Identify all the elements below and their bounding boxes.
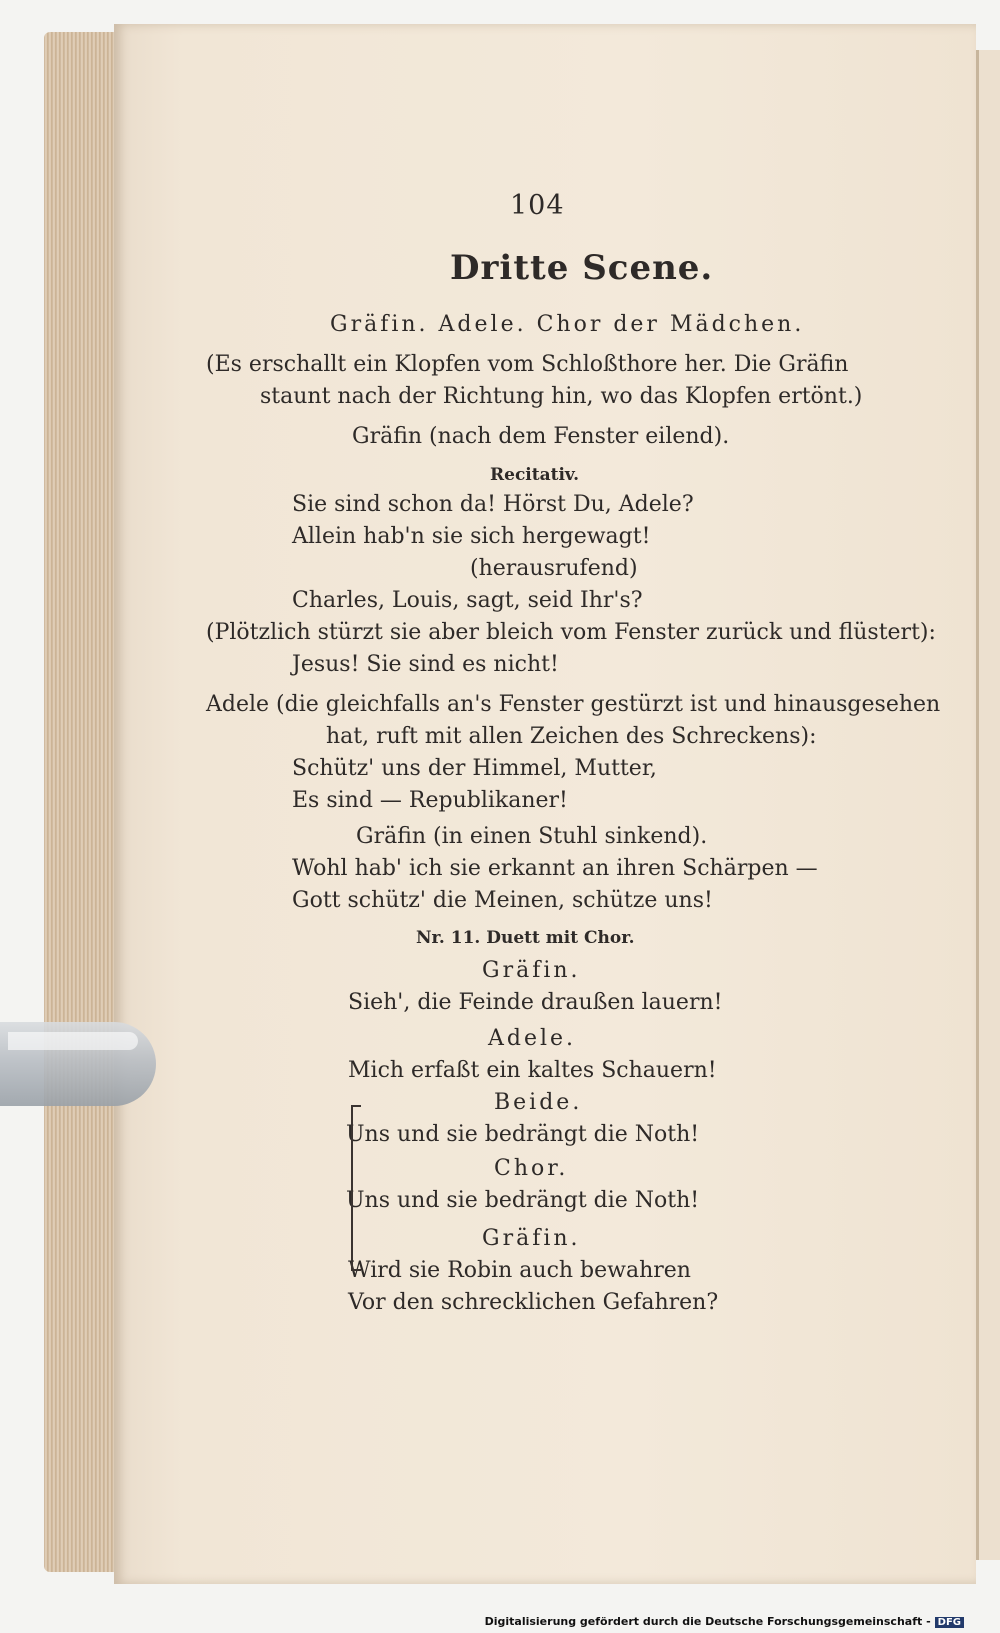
verse-line: Mich erfaßt ein kaltes Schauern! xyxy=(348,1058,717,1083)
verse-line: Allein hab'n sie sich hergewagt! xyxy=(292,524,651,549)
speaker-cue: Gräfin (in einen Stuhl sinkend). xyxy=(356,824,708,849)
verse-line: Uns und sie bedrängt die Noth! xyxy=(346,1188,700,1213)
verse-line: Gott schütz' die Meinen, schütze uns! xyxy=(292,888,713,913)
speaker-name: Beide. xyxy=(494,1090,583,1115)
stage-direction: (Plötzlich stürzt sie aber bleich vom Fenster zurück und flüstert): xyxy=(206,620,936,645)
speaker-cue: Adele (die gleichfalls an's Fenster gestürzt ist und hinausgesehen xyxy=(206,692,941,717)
credit-text: Digitalisierung gefördert durch die Deutsche Forschungsgemeinschaft - xyxy=(484,1615,931,1628)
verse-line: Wird sie Robin auch bewahren xyxy=(348,1258,691,1283)
voice-bracket xyxy=(351,1105,361,1271)
verse-line: Uns und sie bedrängt die Noth! xyxy=(346,1122,700,1147)
verse-line: Jesus! Sie sind es nicht! xyxy=(292,652,559,677)
verse-line: Wohl hab' ich sie erkannt an ihren Schärpen — xyxy=(292,856,818,881)
page-clip-highlight xyxy=(8,1032,138,1050)
dfg-logo: DFG xyxy=(935,1617,964,1628)
verse-line: Vor den schrecklichen Gefahren? xyxy=(348,1290,719,1315)
verse-line: Charles, Louis, sagt, seid Ihr's? xyxy=(292,588,643,613)
verse-line: Sieh', die Feinde draußen lauern! xyxy=(348,990,723,1015)
stage-direction: (Es erschallt ein Klopfen vom Schloßthore her. Die Gräfin xyxy=(206,352,849,377)
speaker-name: Gräfin. xyxy=(482,958,581,983)
speaker-cue: Gräfin (nach dem Fenster eilend). xyxy=(352,424,730,449)
page-number: 104 xyxy=(510,190,565,221)
number-heading: Nr. 11. Duett mit Chor. xyxy=(416,928,635,948)
stage-direction: (herausrufend) xyxy=(470,556,638,581)
next-page-edge xyxy=(976,50,1000,1560)
speaker-name: Gräfin. xyxy=(482,1226,581,1251)
verse-line: Es sind — Republikaner! xyxy=(292,788,568,813)
verse-line: Sie sind schon da! Hörst Du, Adele? xyxy=(292,492,694,517)
digitization-credit xyxy=(485,1615,964,1628)
section-label: Recitativ. xyxy=(490,465,580,485)
scene-title: Dritte Scene. xyxy=(450,248,714,288)
speaker-cue: hat, ruft mit allen Zeichen des Schreckens): xyxy=(326,724,817,749)
verse-line: Schütz' uns der Himmel, Mutter, xyxy=(292,756,657,781)
book-page-edges xyxy=(44,32,114,1572)
stage-direction: staunt nach der Richtung hin, wo das Klopfen ertönt.) xyxy=(260,384,863,409)
characters-line: Gräfin. Adele. Chor der Mädchen. xyxy=(330,312,805,337)
speaker-name: Adele. xyxy=(488,1026,577,1051)
speaker-name: Chor. xyxy=(494,1156,569,1181)
